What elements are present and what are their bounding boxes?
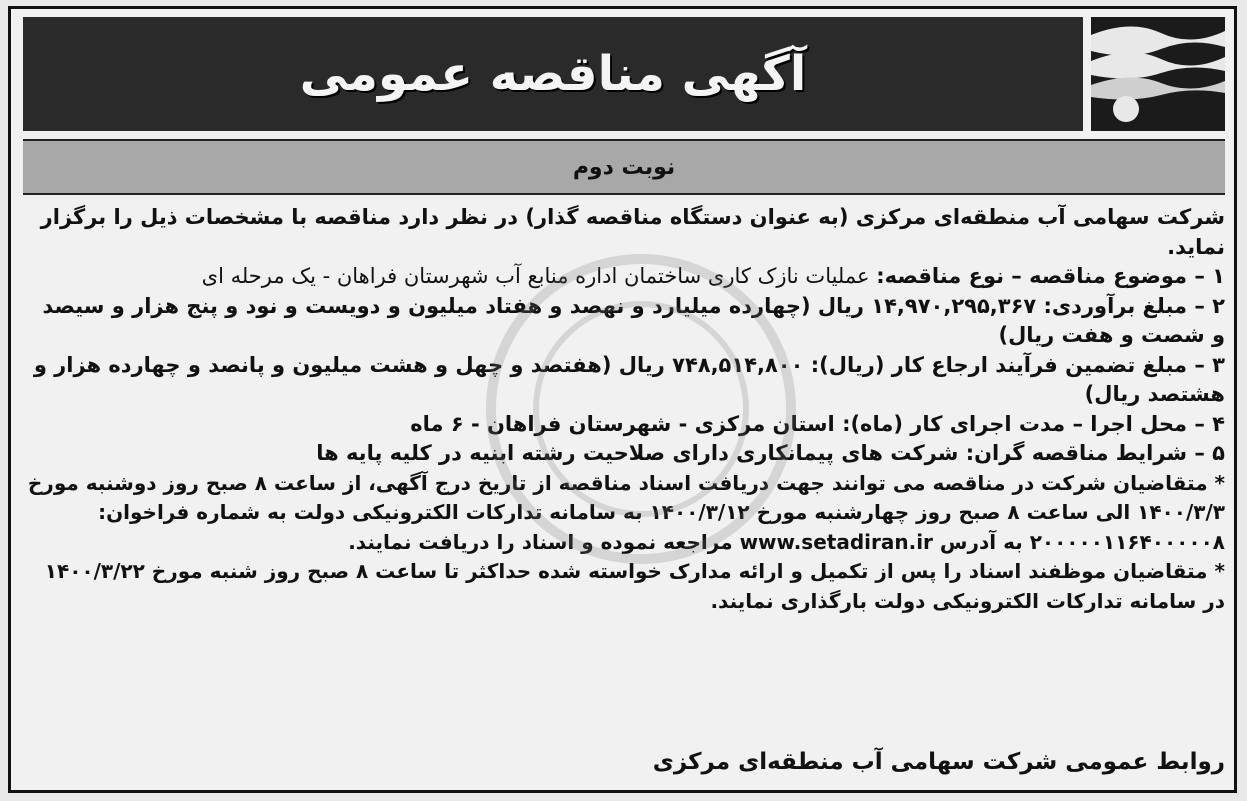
item-key: ۳ – مبلغ تضمین فرآیند ارجاع کار (ریال): [810,352,1225,377]
item-key: ۲ – مبلغ برآوردی: [1043,293,1225,318]
item-guarantee [25,351,1225,410]
item-value: ۱۴,۹۷۰,۲۹۵,۳۶۷ ریال (چهارده میلیارد و نهصد و هفتاد میلیون و دویست و نود و پنج هزار و سیصد و شصت و هفت ریال) [42,293,1225,347]
item-subject [25,262,1225,292]
title-banner [23,17,1083,131]
item-conditions [25,439,1225,469]
item-location [25,410,1225,440]
round-label-bar [23,139,1225,195]
intro-paragraph: شرکت سهامی آب منطقه‌ای مرکزی (به عنوان دستگاه مناقصه گذار) در نظر دارد مناقصه با مشخصات ذیل را برگزار نماید. [40,205,1225,259]
item-key: ۱ – موضوع مناقصه – نوع مناقصه: [876,264,1225,288]
round-label: نوبت دوم [572,154,676,180]
item-estimate [25,292,1225,351]
advertisement-frame [8,6,1237,793]
item-value: شرکت های پیمانکاری دارای صلاحیت رشته ابنیه در کلیه پایه ها [316,441,966,465]
item-value: ۷۴۸,۵۱۴,۸۰۰ ریال (هفتصد و چهل و هشت میلیون و پانصد و چهارده هزار و هشتصد ریال) [33,352,1225,406]
water-company-logo-icon [1091,17,1225,131]
note-deadline: * متقاضیان موظفند اسناد را پس از تکمیل و ارائه مدارک خواسته شده حداکثر تا ساعت ۸ صبح روز شنبه مورخ ۱۴۰۰/۳/۲۲ در سامانه تدارکات الکترونیکی دولت بارگذاری نمایند. [44,559,1225,613]
item-value: استان مرکزی - شهرستان فراهان - ۶ ماه [410,411,843,436]
item-key: ۴ – محل اجرا – مدت اجرای کار (ماه): [842,411,1225,436]
item-value: عملیات نازک کاری ساختمان اداره منابع آب شهرستان فراهان - یک مرحله ای [201,264,877,288]
signature: روابط عمومی شرکت سهامی آب منطقه‌ای مرکزی [652,749,1225,775]
note-documents: * متقاضیان شرکت در مناقصه می توانند جهت دریافت اسناد مناقصه از تاریخ درج آگهی، از ساعت ۸ صبح روز دوشنبه مورخ ۱۴۰۰/۳/۳ الی ساعت ۸ صبح روز چهارشنبه مورخ ۱۴۰۰/۳/۱۲ به سامانه تدارکات الکترونیکی دولت به شماره فراخوان: ۲۰۰۰۰۰۱۱۶۴۰۰۰۰۰۸ به آدرس www.setadiran.ir مراجعه نموده و اسناد را دریافت نمایند. [27,470,1225,554]
item-key: ۵ – شرایط مناقصه گران: [965,441,1225,465]
announcement-body [25,203,1225,743]
page-title: آگهی مناقصه عمومی [299,46,807,102]
